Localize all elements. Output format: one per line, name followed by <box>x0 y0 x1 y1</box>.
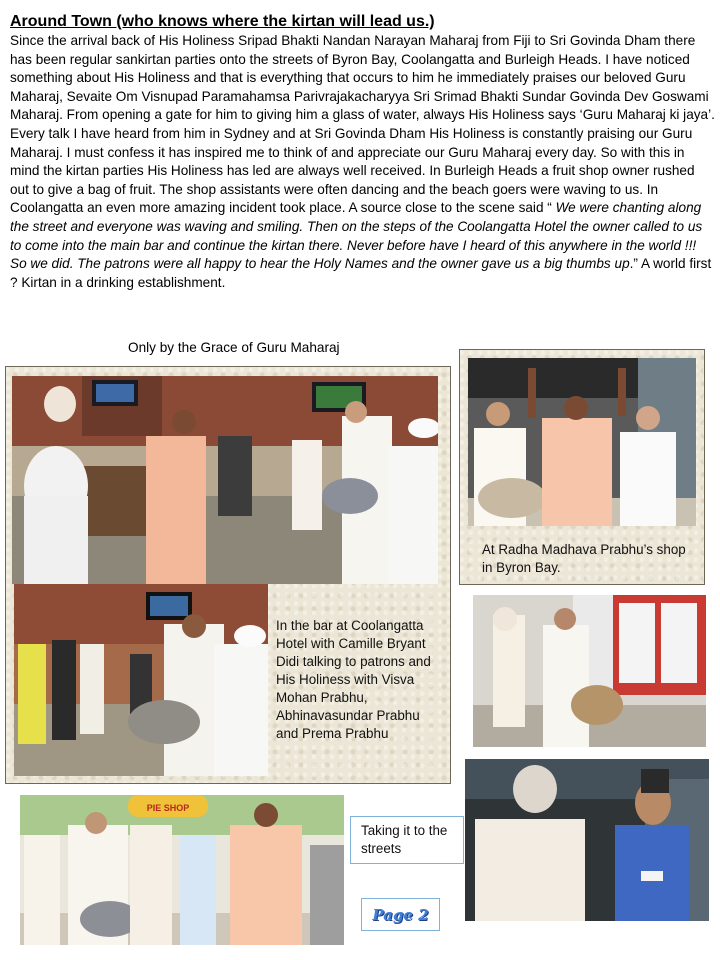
article-body <box>10 32 716 292</box>
article-title: Around Town (who knows where the kirtan will lead us.) <box>10 13 435 30</box>
pie-shop-sign: PIE SHOP <box>146 803 190 813</box>
article-paragraph: Since the arrival back of His Holiness Sripad Bhakti Nandan Narayan Maharaj from Fiji to Sri Govinda Dham there has been regular sankirtan parties onto the streets of Byron Bay, Coolangatta and Burleigh Heads. I have noticed something about His Holiness and that is everything that occurs to him he immediately praises our beloved Guru Maharaj, Sevaite Om Visnupad Paramahamsa Parivrajakacharyya Sri Srimad Bhakti Sundar Govinda Dev Goswami Maharaj. From opening a gate for him to giving him a glass of water, always His Holiness says ‘Guru Maharaj ki jaya’. Every talk I have heard from him in Sydney and at Sri Govinda Dham His Holiness is constantly praising our Guru Maharaj. I must confess it has inspired me to think of and appreciate our Guru Maharaj every day. So with this in mind the kirtan parties His Holiness has led are always well received. In Burleigh Heads a fruit shop owner rushed out to give a bag of fruit. The shop assistants were often dancing and the beach goers were waving to us. In Coolangatta an even more amazing incident took place. A source close to the scene said “ <box>10 33 715 216</box>
page-number-badge <box>361 898 440 931</box>
bar-photo-inset <box>14 584 268 776</box>
article-ending: .” A world first ? Kirtan in a drinking establishment. <box>10 256 712 290</box>
streets-caption: Taking it to the streets <box>361 823 448 856</box>
page-number-label: Page 2 <box>372 905 429 924</box>
bar-caption: In the bar at Coolangatta Hotel with Camille Bryant Didi talking to patrons and His Holiness with Visva Mohan Prabhu, Abhinavasundar Prabhu and Prema Prabhu <box>276 618 431 741</box>
street-photo-bottom <box>20 795 344 945</box>
article-quote: We were chanting along the street and everyone was waving and smiling. Then on the steps of the Coolangatta Hotel the owner called to us to come into the main bar and continue the kirtan there. Never before have I heard of this anywhere in the world !!! So we did. The patrons were all happy to hear the Holy Names and the owner gave us a big thumbs up <box>10 200 703 272</box>
grace-line: Only by the Grace of Guru Maharaj <box>128 340 340 355</box>
shop-caption: At Radha Madhava Prabhu’s shop in Byron Bay. <box>482 542 686 575</box>
shop-conversation-photo <box>465 759 709 921</box>
street-photo-right <box>473 595 706 747</box>
bar-photo-main <box>12 376 438 584</box>
shop-photo <box>468 358 696 526</box>
